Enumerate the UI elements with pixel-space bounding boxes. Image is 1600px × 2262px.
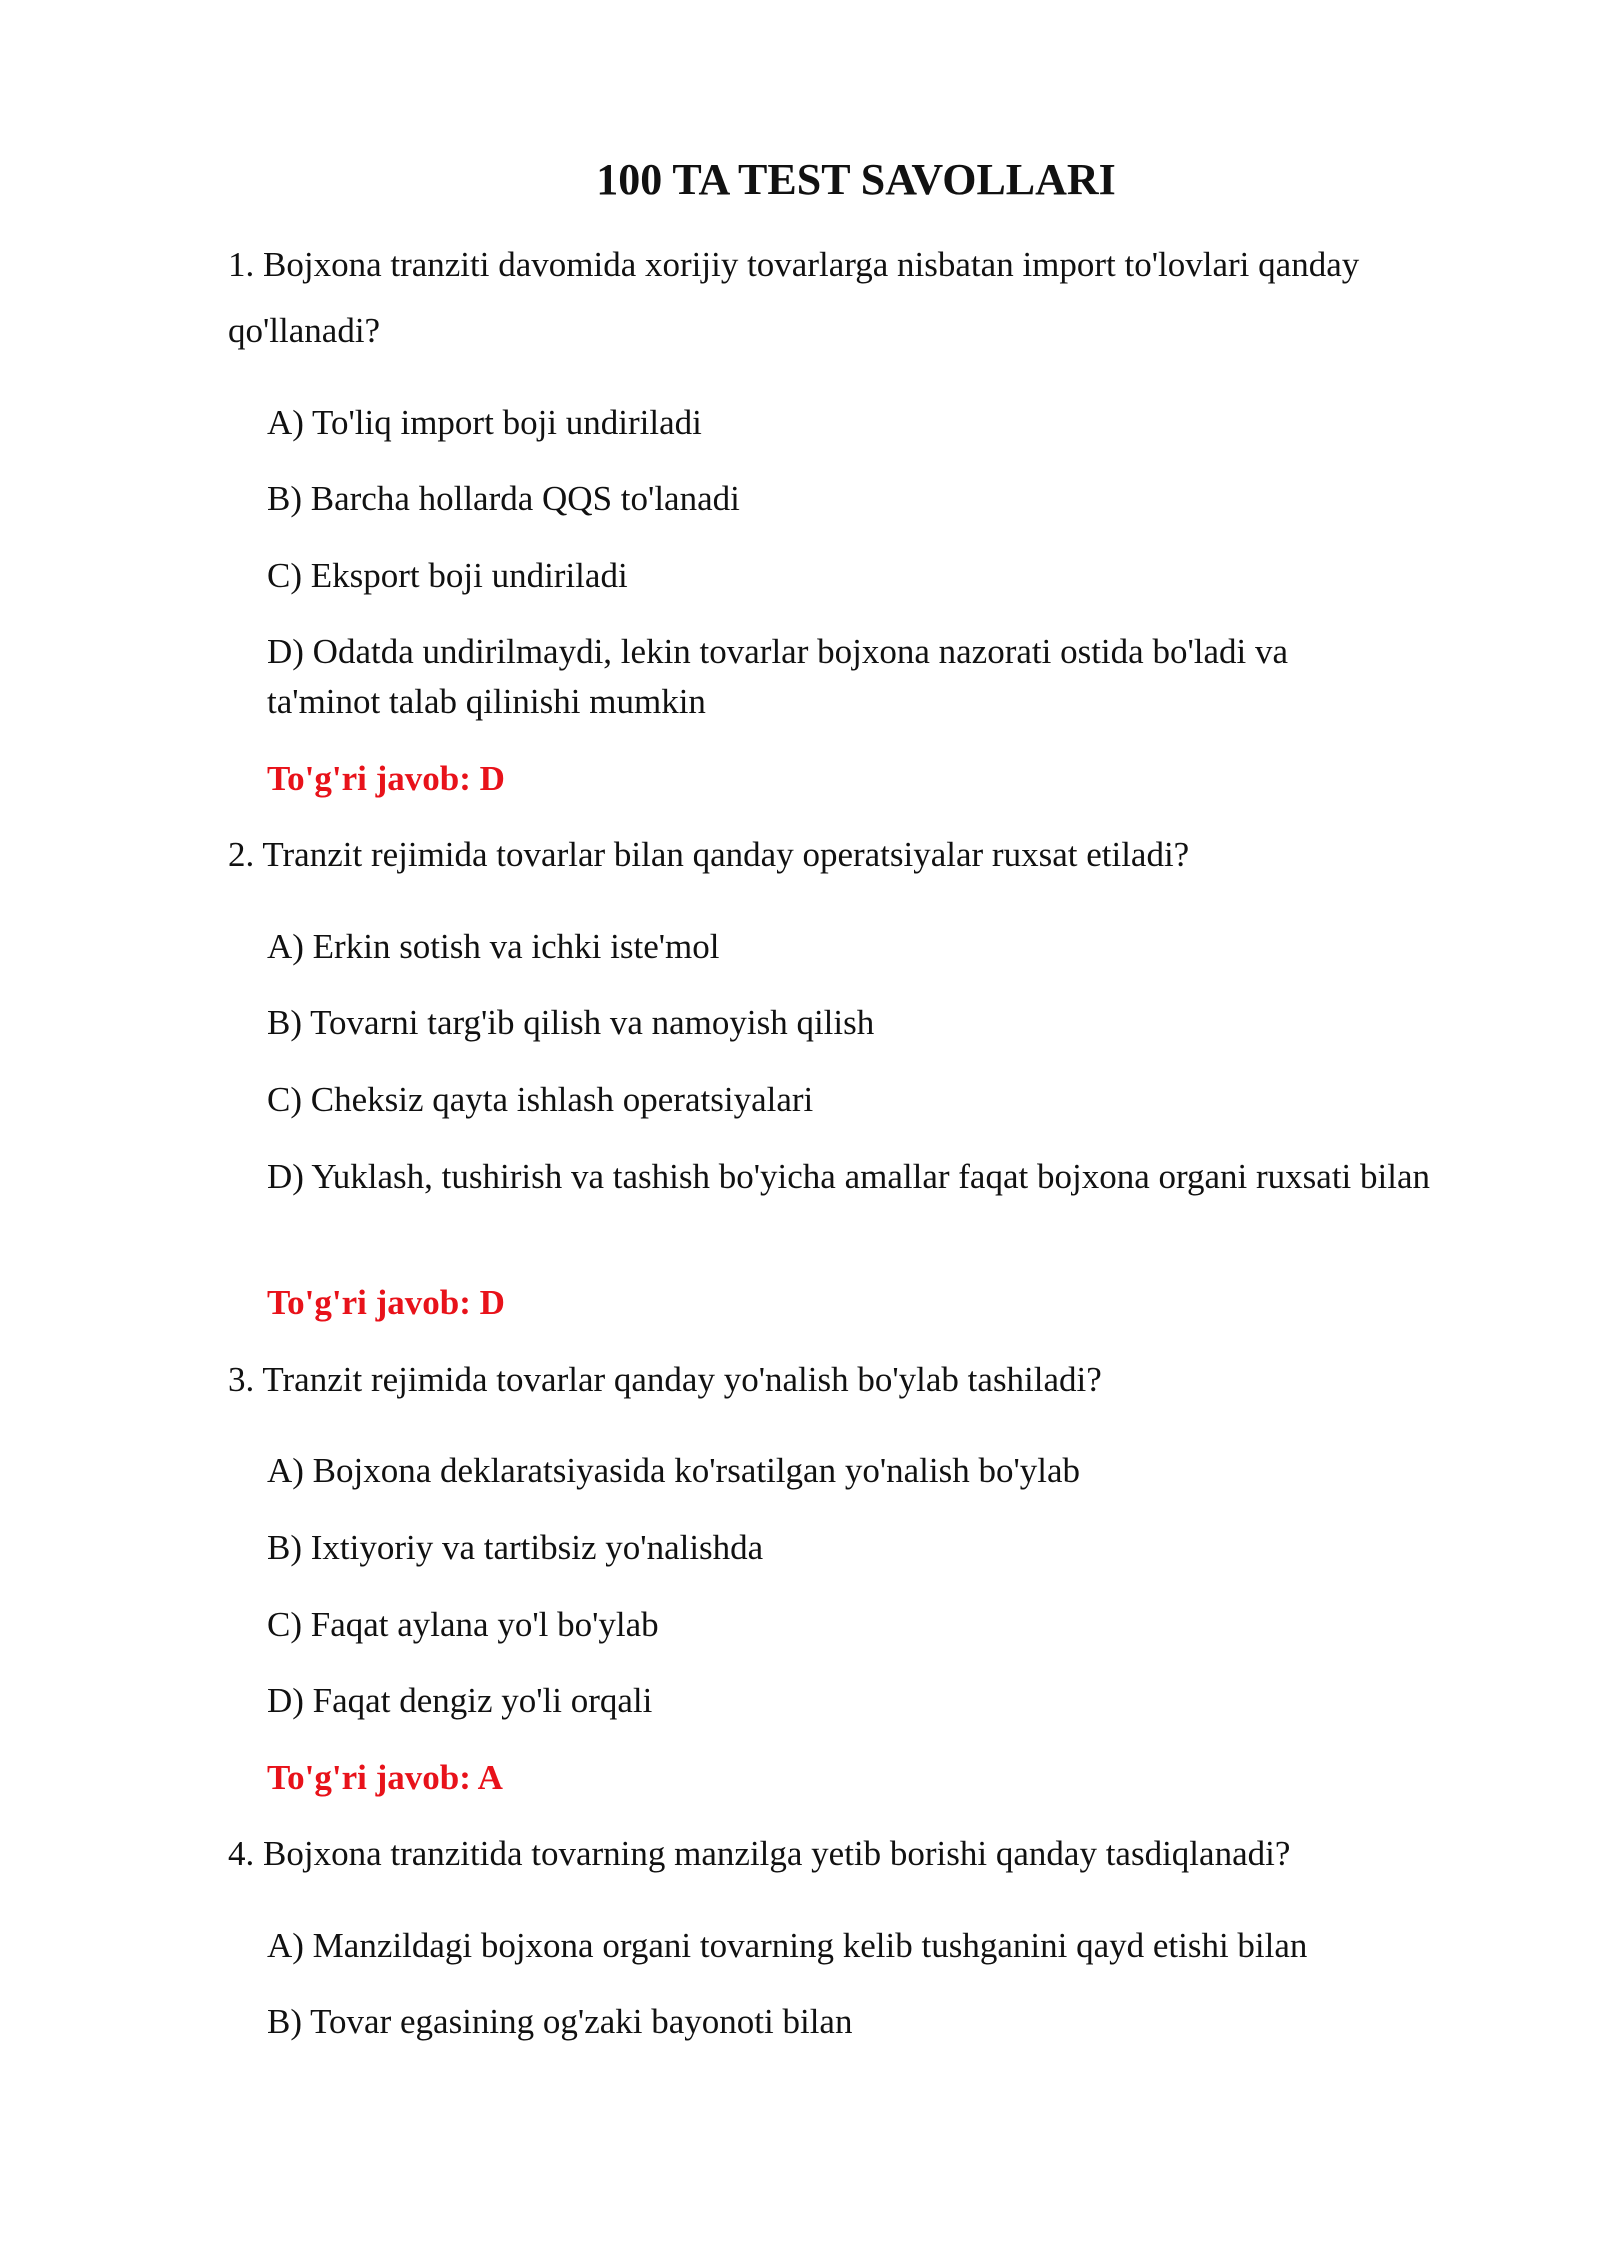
- question-2-option-d: D) Yuklash, tushirish va tashish bo'yicha amallar faqat bojxona organi ruxsati bilan: [267, 1157, 1430, 1196]
- question-1: 1. Bojxona tranziti davomida xorijiy tovarlarga nisbatan import to'lovlari qanday qo'llanadi?: [228, 245, 1360, 350]
- question-3-option-a: A) Bojxona deklaratsiyasida ko'rsatilgan yo'nalish bo'ylab: [267, 1451, 1081, 1490]
- question-2-option-c: C) Cheksiz qayta ishlash operatsiyalari: [267, 1080, 814, 1119]
- question-4: 4. Bojxona tranzitida tovarning manzilga yetib borishi qanday tasdiqlanadi?: [228, 1834, 1291, 1873]
- question-3: 3. Tranzit rejimida tovarlar qanday yo'nalish bo'ylab tashiladi?: [228, 1360, 1102, 1399]
- question-1-option-a: A) To'liq import boji undiriladi: [267, 403, 702, 442]
- question-2: 2. Tranzit rejimida tovarlar bilan qanday operatsiyalar ruxsat etiladi?: [228, 835, 1190, 874]
- question-3-option-b: B) Ixtiyoriy va tartibsiz yo'nalishda: [267, 1528, 764, 1567]
- question-4-option-b: B) Tovar egasining og'zaki bayonoti bilan: [267, 2002, 853, 2041]
- question-1-option-c: C) Eksport boji undiriladi: [267, 556, 628, 595]
- question-3-option-d: D) Faqat dengiz yo'li orqali: [267, 1681, 653, 1720]
- question-4-option-a: A) Manzildagi bojxona organi tovarning kelib tushganini qayd etishi bilan: [267, 1926, 1308, 1965]
- question-3-option-c: C) Faqat aylana yo'l bo'ylab: [267, 1605, 659, 1644]
- question-1-option-d: D) Odatda undirilmaydi, lekin tovarlar bojxona nazorati ostida bo'ladi va ta'minot talab qilinishi mumkin: [267, 632, 1289, 721]
- question-2-option-a: A) Erkin sotish va ichki iste'mol: [267, 927, 720, 966]
- page-title: 100 TA TEST SAVOLLARI: [596, 155, 1116, 204]
- question-1-answer: To'g'ri javob: D: [267, 759, 505, 798]
- question-2-answer: To'g'ri javob: D: [267, 1283, 505, 1322]
- question-3-answer: To'g'ri javob: A: [267, 1758, 503, 1797]
- question-1-option-b: B) Barcha hollarda QQS to'lanadi: [267, 479, 740, 518]
- question-2-option-b: B) Tovarni targ'ib qilish va namoyish qilish: [267, 1003, 875, 1042]
